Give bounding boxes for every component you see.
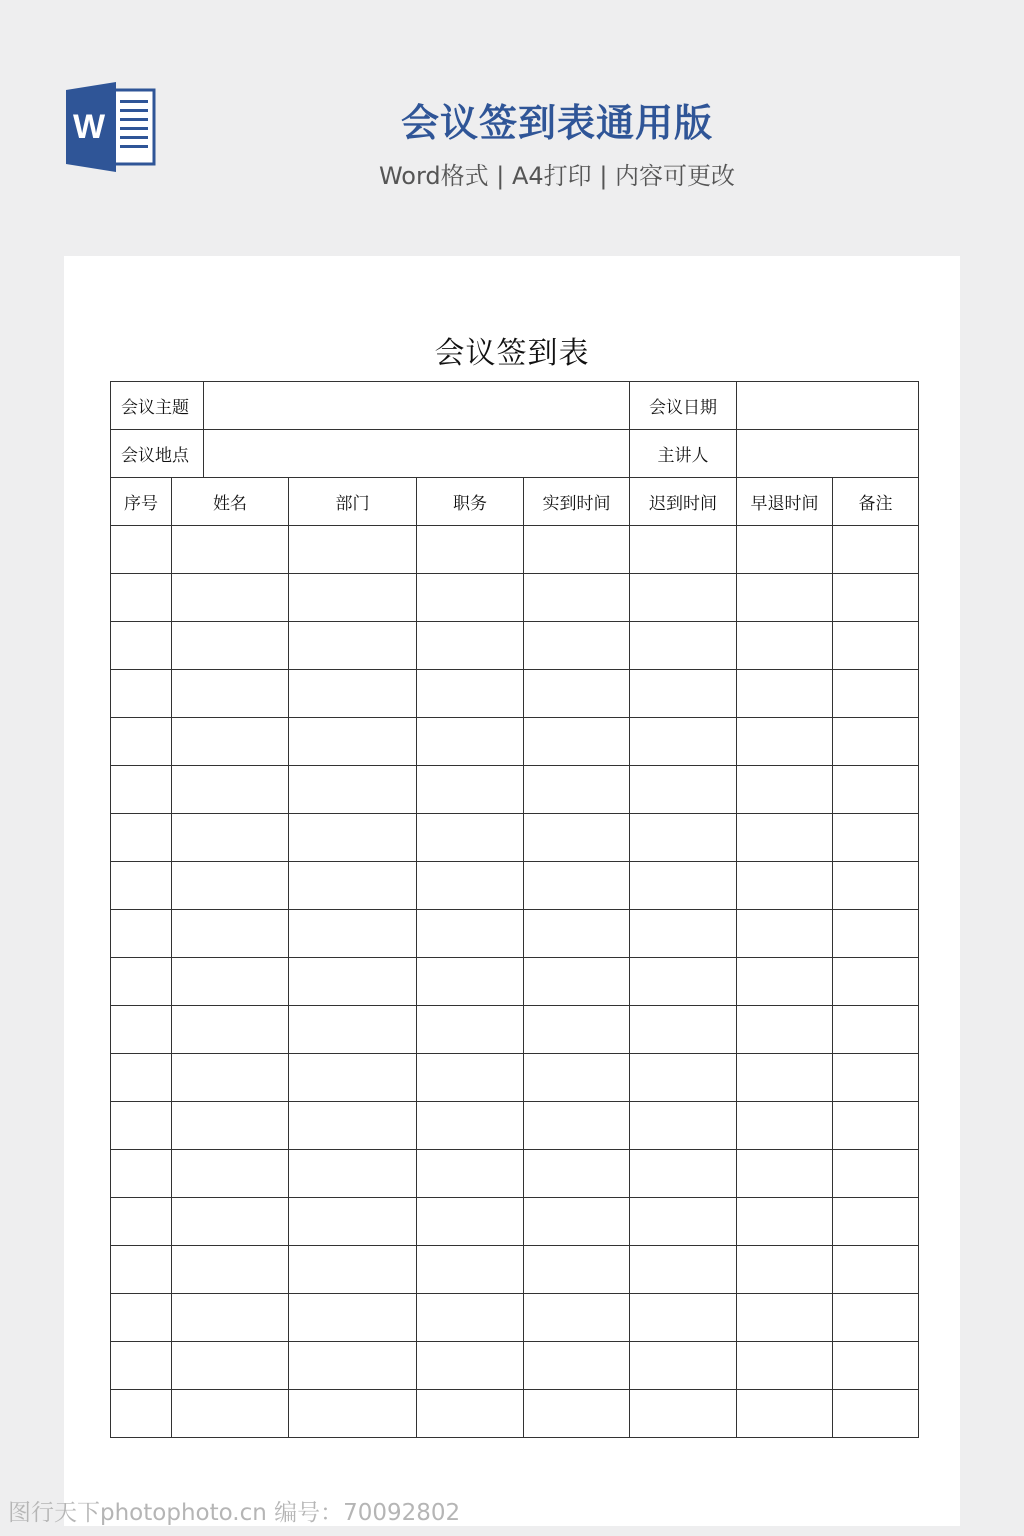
cell-early-leave-time[interactable] [737,574,833,622]
cell-position[interactable] [417,1294,524,1342]
cell-remarks[interactable] [833,526,919,574]
cell-department[interactable] [289,526,417,574]
cell-remarks[interactable] [833,862,919,910]
cell-early-leave-time[interactable] [737,1102,833,1150]
cell-index[interactable] [111,910,172,958]
cell-late-time[interactable] [630,574,737,622]
cell-name[interactable] [172,718,289,766]
cell-position[interactable] [417,1342,524,1390]
cell-remarks[interactable] [833,670,919,718]
cell-late-time[interactable] [630,1390,737,1438]
cell-late-time[interactable] [630,958,737,1006]
table-row [111,958,919,1006]
cell-department[interactable] [289,1006,417,1054]
table-row [111,670,919,718]
col-header-name: 姓名 [172,478,289,526]
cell-position[interactable] [417,526,524,574]
table-row [111,1246,919,1294]
cell-index[interactable] [111,1246,172,1294]
cell-arrival-time[interactable] [524,622,630,670]
cell-late-time[interactable] [630,1342,737,1390]
cell-late-time[interactable] [630,1150,737,1198]
cell-arrival-time[interactable] [524,766,630,814]
cell-arrival-time[interactable] [524,1246,630,1294]
cell-index[interactable] [111,1054,172,1102]
cell-remarks[interactable] [833,1054,919,1102]
cell-position[interactable] [417,1102,524,1150]
cell-index[interactable] [111,814,172,862]
cell-arrival-time[interactable] [524,1054,630,1102]
cell-remarks[interactable] [833,1246,919,1294]
cell-position[interactable] [417,1054,524,1102]
table-row [111,1198,919,1246]
cell-name[interactable] [172,1390,289,1438]
table-row [111,622,919,670]
cell-index[interactable] [111,622,172,670]
cell-early-leave-time[interactable] [737,910,833,958]
cell-position[interactable] [417,1246,524,1294]
cell-department[interactable] [289,1294,417,1342]
cell-position[interactable] [417,766,524,814]
cell-name[interactable] [172,766,289,814]
cell-index[interactable] [111,1390,172,1438]
cell-remarks[interactable] [833,1390,919,1438]
cell-late-time[interactable] [630,1102,737,1150]
col-header-position: 职务 [417,478,524,526]
cell-arrival-time[interactable] [524,1150,630,1198]
cell-late-time[interactable] [630,1246,737,1294]
col-header-index: 序号 [111,478,172,526]
cell-arrival-time[interactable] [524,574,630,622]
topic-field[interactable] [204,382,630,430]
cell-late-time[interactable] [630,670,737,718]
cell-remarks[interactable] [833,574,919,622]
cell-position[interactable] [417,718,524,766]
date-label: 会议日期 [630,382,737,430]
cell-early-leave-time[interactable] [737,1006,833,1054]
document-title: 会议签到表 [434,336,590,371]
cell-arrival-time[interactable] [524,670,630,718]
cell-remarks[interactable] [833,1006,919,1054]
cell-index[interactable] [111,574,172,622]
cell-arrival-time[interactable] [524,862,630,910]
info-row-location [111,430,919,478]
cell-department[interactable] [289,1390,417,1438]
cell-position[interactable] [417,622,524,670]
cell-position[interactable] [417,1150,524,1198]
cell-late-time[interactable] [630,1294,737,1342]
cell-late-time[interactable] [630,1006,737,1054]
cell-department[interactable] [289,1198,417,1246]
cell-name[interactable] [172,1246,289,1294]
cell-remarks[interactable] [833,1150,919,1198]
cell-remarks[interactable] [833,1342,919,1390]
table-row [111,1390,919,1438]
table-row [111,1006,919,1054]
cell-position[interactable] [417,910,524,958]
cell-early-leave-time[interactable] [737,526,833,574]
cell-department[interactable] [289,574,417,622]
table-row [111,718,919,766]
cell-arrival-time[interactable] [524,958,630,1006]
table-row [111,910,919,958]
cell-late-time[interactable] [630,814,737,862]
cell-name[interactable] [172,958,289,1006]
cell-arrival-time[interactable] [524,814,630,862]
cell-index[interactable] [111,670,172,718]
cell-department[interactable] [289,1054,417,1102]
cell-late-time[interactable] [630,1054,737,1102]
cell-index[interactable] [111,1198,172,1246]
cell-arrival-time[interactable] [524,910,630,958]
cell-remarks[interactable] [833,958,919,1006]
cell-early-leave-time[interactable] [737,622,833,670]
col-header-remarks: 备注 [833,478,919,526]
cell-name[interactable] [172,910,289,958]
cell-late-time[interactable] [630,862,737,910]
cell-late-time[interactable] [630,910,737,958]
cell-remarks[interactable] [833,766,919,814]
cell-name[interactable] [172,574,289,622]
cell-arrival-time[interactable] [524,1294,630,1342]
cell-position[interactable] [417,670,524,718]
cell-remarks[interactable] [833,910,919,958]
logo-letter: W [72,108,106,146]
cell-remarks[interactable] [833,1294,919,1342]
cell-arrival-time[interactable] [524,1102,630,1150]
banner-subtitle: Word格式 | A4打印 | 内容可更改 [378,162,736,190]
cell-early-leave-time[interactable] [737,862,833,910]
column-header-row [111,478,919,526]
cell-position[interactable] [417,862,524,910]
col-header-early-leave-time: 早退时间 [737,478,833,526]
table-row [111,574,919,622]
cell-department[interactable] [289,1246,417,1294]
cell-name[interactable] [172,1198,289,1246]
cell-department[interactable] [289,766,417,814]
location-field[interactable] [204,430,630,478]
cell-late-time[interactable] [630,1198,737,1246]
cell-arrival-time[interactable] [524,526,630,574]
watermark: 图行天下photophoto.cn 编号：70092802 [8,1500,461,1526]
cell-department[interactable] [289,718,417,766]
cell-arrival-time[interactable] [524,1342,630,1390]
cell-remarks[interactable] [833,622,919,670]
cell-department[interactable] [289,862,417,910]
cell-department[interactable] [289,1102,417,1150]
cell-name[interactable] [172,1102,289,1150]
cell-department[interactable] [289,622,417,670]
table-row [111,862,919,910]
cell-position[interactable] [417,1198,524,1246]
table-row [111,1102,919,1150]
cell-remarks[interactable] [833,718,919,766]
cell-name[interactable] [172,622,289,670]
cell-name[interactable] [172,1342,289,1390]
cell-name[interactable] [172,1054,289,1102]
cell-name[interactable] [172,1006,289,1054]
cell-department[interactable] [289,1342,417,1390]
cell-arrival-time[interactable] [524,1390,630,1438]
cell-index[interactable] [111,1102,172,1150]
date-field[interactable] [737,382,919,430]
cell-early-leave-time[interactable] [737,1246,833,1294]
table-row [111,1342,919,1390]
cell-department[interactable] [289,670,417,718]
cell-early-leave-time[interactable] [737,1342,833,1390]
cell-index[interactable] [111,1150,172,1198]
speaker-label: 主讲人 [630,430,737,478]
cell-remarks[interactable] [833,1198,919,1246]
cell-name[interactable] [172,1150,289,1198]
table-row [111,526,919,574]
cell-remarks[interactable] [833,1102,919,1150]
cell-name[interactable] [172,1294,289,1342]
cell-early-leave-time[interactable] [737,1054,833,1102]
cell-position[interactable] [417,958,524,1006]
cell-index[interactable] [111,766,172,814]
cell-late-time[interactable] [630,622,737,670]
cell-department[interactable] [289,814,417,862]
cell-arrival-time[interactable] [524,718,630,766]
col-header-late-time: 迟到时间 [630,478,737,526]
col-header-department: 部门 [289,478,417,526]
cell-arrival-time[interactable] [524,1198,630,1246]
cell-name[interactable] [172,814,289,862]
cell-department[interactable] [289,1150,417,1198]
cell-position[interactable] [417,1006,524,1054]
cell-early-leave-time[interactable] [737,814,833,862]
cell-department[interactable] [289,958,417,1006]
cell-late-time[interactable] [630,766,737,814]
cell-name[interactable] [172,670,289,718]
cell-early-leave-time[interactable] [737,718,833,766]
cell-late-time[interactable] [630,526,737,574]
cell-index[interactable] [111,1342,172,1390]
cell-arrival-time[interactable] [524,1006,630,1054]
cell-index[interactable] [111,718,172,766]
table-row [111,814,919,862]
col-header-arrival-time: 实到时间 [524,478,630,526]
topic-label: 会议主题 [111,382,204,430]
word-document-icon [64,82,158,172]
cell-early-leave-time[interactable] [737,1198,833,1246]
cell-early-leave-time[interactable] [737,1390,833,1438]
cell-name[interactable] [172,526,289,574]
cell-index[interactable] [111,1006,172,1054]
cell-index[interactable] [111,958,172,1006]
cell-index[interactable] [111,526,172,574]
sign-in-table [110,381,919,1438]
cell-early-leave-time[interactable] [737,766,833,814]
cell-early-leave-time[interactable] [737,1294,833,1342]
table-row [111,766,919,814]
cell-department[interactable] [289,910,417,958]
location-label: 会议地点 [111,430,204,478]
cell-position[interactable] [417,814,524,862]
cell-name[interactable] [172,862,289,910]
table-row [111,1150,919,1198]
cell-position[interactable] [417,574,524,622]
table-row [111,1294,919,1342]
cell-late-time[interactable] [630,718,737,766]
banner-title: 会议签到表通用版 [400,101,713,145]
cell-early-leave-time[interactable] [737,958,833,1006]
table-row [111,1054,919,1102]
info-row-topic [111,382,919,430]
cell-early-leave-time[interactable] [737,1150,833,1198]
speaker-field[interactable] [737,430,919,478]
cell-index[interactable] [111,1294,172,1342]
cell-remarks[interactable] [833,814,919,862]
cell-early-leave-time[interactable] [737,670,833,718]
cell-index[interactable] [111,862,172,910]
cell-position[interactable] [417,1390,524,1438]
